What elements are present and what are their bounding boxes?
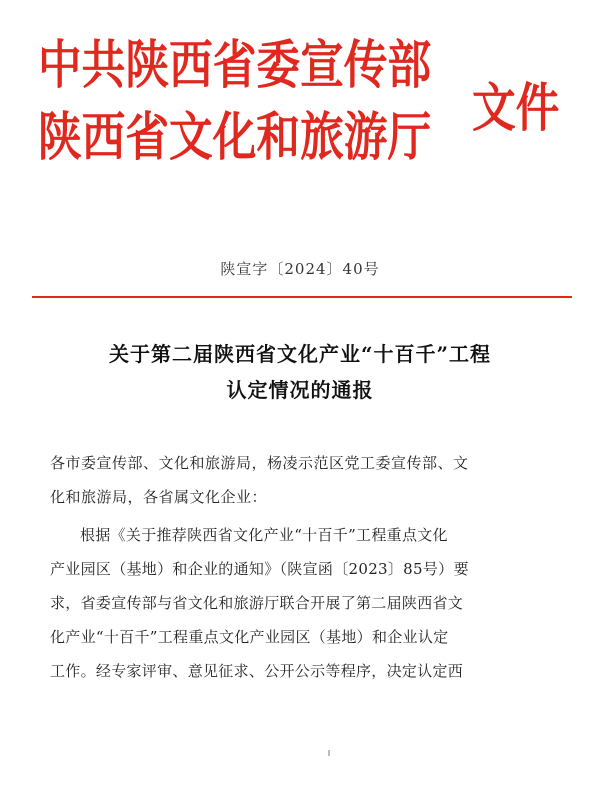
document-header [0, 0, 600, 260]
body-line: 工作。经专家评审、意见征求、公开公示等程序，决定认定西 [50, 662, 464, 680]
body-line: 化产业“十百千”工程重点文化产业园区（基地）和企业认定 [50, 628, 449, 646]
body-paragraph [50, 518, 570, 688]
document-title-line-2: 认定情况的通报 [226, 378, 374, 402]
issuer-line-1: 中共陕西省委宣传部 [38, 36, 432, 96]
document-title-line-1: 关于第二届陕西省文化产业“十百千”工程 [108, 342, 491, 366]
issuer-line-2: 陕西省文化和旅游厅 [38, 108, 432, 168]
page-mark [328, 750, 330, 756]
body-line: 求，省委宣传部与省文化和旅游厅联合开展了第二届陕西省文 [50, 594, 464, 612]
red-divider-line [32, 296, 572, 298]
salutation [50, 446, 560, 514]
body-line: 根据《关于推荐陕西省文化产业“十百千”工程重点文化 [80, 526, 448, 544]
document-number: 陕宣字〔2024〕40号 [220, 260, 380, 278]
issuer-names [38, 30, 458, 174]
body-line: 产业园区（基地）和企业的通知》（陕宣函〔2023〕85号）要 [50, 560, 469, 578]
document-type-label: 文件 [472, 79, 560, 139]
salutation-line: 化和旅游局，各省属文化企业： [50, 488, 268, 506]
salutation-line: 各市委宣传部、文化和旅游局，杨凌示范区党工委宣传部、文 [50, 454, 469, 472]
